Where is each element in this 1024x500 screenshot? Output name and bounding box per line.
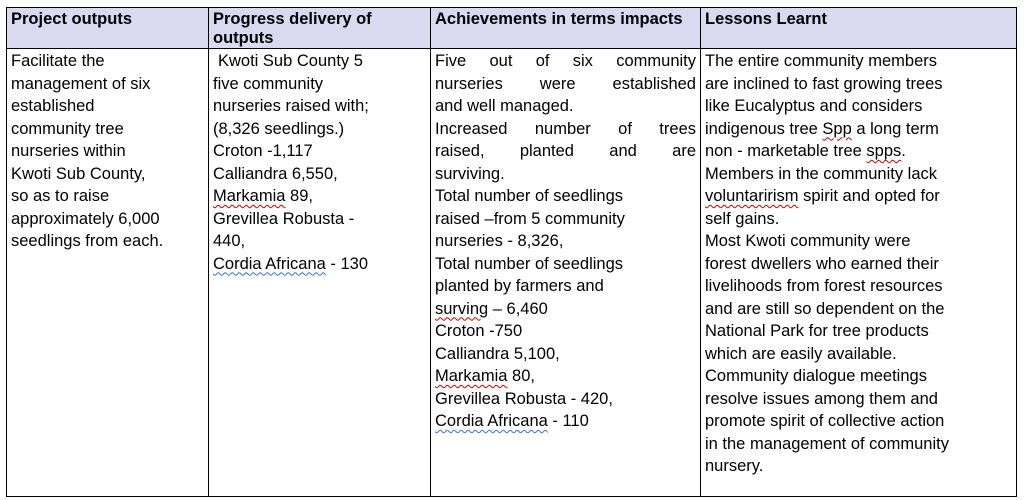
text-line: Members in the community lack bbox=[705, 164, 937, 183]
text-line: and are still so dependent on the bbox=[705, 299, 945, 318]
cell-project-outputs bbox=[7, 49, 209, 497]
text-line: Kwoti Sub County, bbox=[11, 164, 146, 183]
header-achievements: Achievements in terms impacts bbox=[431, 8, 701, 49]
text-fragment: - 110 bbox=[547, 412, 589, 430]
cell-progress-delivery bbox=[209, 49, 431, 497]
text-line: in the management of community bbox=[705, 434, 949, 453]
text-fragment: 89, bbox=[285, 187, 313, 205]
text-fragment: - 130 bbox=[325, 254, 369, 273]
text-line: approximately 6,000 bbox=[11, 209, 160, 228]
text-fragment: . bbox=[901, 142, 906, 160]
text-fragment: 80, bbox=[507, 367, 535, 385]
text-line: raised –from 5 community bbox=[435, 209, 625, 228]
text-line: which are easily available. bbox=[705, 344, 897, 363]
spellcheck-word: spps bbox=[866, 142, 902, 160]
text-fragment: non - marketable tree bbox=[705, 142, 867, 160]
text-line bbox=[213, 185, 426, 208]
header-project-outputs: Project outputs bbox=[7, 8, 209, 49]
header-progress-delivery: Progress delivery of outputs bbox=[209, 8, 431, 49]
text-fragment: indigenous tree bbox=[705, 119, 823, 138]
text-line: Community dialogue meetings bbox=[705, 367, 927, 385]
text-line: Calliandra 5,100, bbox=[435, 344, 560, 363]
text-line: seedlings from each. bbox=[11, 232, 164, 250]
text-line: promote spirit of collective action bbox=[705, 412, 945, 430]
spellcheck-word: Markamia bbox=[213, 187, 286, 205]
text-line bbox=[705, 140, 1012, 163]
text-fragment: – 6,460 bbox=[488, 299, 548, 318]
spellcheck-word: Cordia Africana bbox=[213, 254, 326, 273]
cell-lessons-learnt bbox=[701, 49, 1017, 497]
text-line: are inclined to fast growing trees bbox=[705, 74, 943, 93]
text-line: self gains. bbox=[705, 209, 780, 228]
text-line bbox=[435, 298, 696, 321]
text-line: Grevillea Robusta - 420, bbox=[435, 389, 613, 408]
header-row bbox=[7, 8, 1017, 49]
text-fragment: spirit and opted for bbox=[798, 187, 940, 205]
text-line: community tree bbox=[11, 119, 124, 138]
spellcheck-word: Markamia bbox=[435, 367, 508, 385]
text-line bbox=[435, 365, 696, 388]
table-row bbox=[7, 49, 1017, 497]
text-line: (8,326 seedlings.) bbox=[213, 119, 345, 138]
text-line: livelihoods from forest resources bbox=[705, 277, 943, 295]
text-line: nurseries were established bbox=[435, 74, 696, 93]
text-line bbox=[435, 410, 696, 433]
text-fragment: a long term bbox=[851, 119, 939, 138]
text-line: nursery. bbox=[705, 457, 764, 475]
outputs-table bbox=[6, 7, 1017, 497]
text-line: Five out of six community bbox=[435, 52, 696, 70]
text-line: established bbox=[11, 97, 95, 115]
text-line: nurseries raised with; bbox=[213, 97, 369, 115]
text-line: Kwoti Sub County 5 bbox=[218, 52, 363, 70]
text-line: The entire community members bbox=[705, 52, 937, 70]
text-line: so as to raise bbox=[11, 187, 110, 205]
text-line: nurseries within bbox=[11, 142, 126, 160]
text-line: Total number of seedlings bbox=[435, 187, 624, 205]
text-line bbox=[705, 185, 1012, 208]
text-line: planted by farmers and bbox=[435, 277, 604, 295]
text-line: National Park for tree products bbox=[705, 322, 929, 340]
text-line: resolve issues among them and bbox=[705, 389, 938, 408]
spellcheck-word: surving bbox=[435, 299, 489, 318]
text-line: nurseries - 8,326, bbox=[435, 232, 564, 250]
text-line: Total number of seedlings bbox=[435, 254, 624, 273]
text-line: five community bbox=[213, 74, 324, 93]
text-line: Croton -1,117 bbox=[213, 142, 313, 160]
text-line: Croton -750 bbox=[435, 322, 523, 340]
spellcheck-word: Cordia Africana bbox=[435, 412, 548, 430]
text-line: and well managed. bbox=[435, 97, 574, 115]
text-line: like Eucalyptus and considers bbox=[705, 97, 923, 115]
text-line bbox=[705, 118, 1012, 141]
spellcheck-word: voluntarirism bbox=[705, 187, 799, 205]
cell-achievements bbox=[431, 49, 701, 497]
text-line: Increased number of trees bbox=[435, 119, 696, 138]
text-line: Most Kwoti community were bbox=[705, 232, 911, 250]
text-line: Calliandra 6,550, bbox=[213, 164, 338, 183]
text-line: 440, bbox=[213, 232, 246, 250]
text-line: raised, planted and are bbox=[435, 142, 696, 160]
header-lessons-learnt: Lessons Learnt bbox=[701, 8, 1017, 49]
text-line: management of six bbox=[11, 74, 151, 93]
text-line: Grevillea Robusta - bbox=[213, 209, 355, 228]
text-line: Facilitate the bbox=[11, 52, 105, 70]
text-line: forest dwellers who earned their bbox=[705, 254, 939, 273]
text-line bbox=[213, 253, 426, 276]
spellcheck-word: Spp bbox=[822, 119, 852, 138]
text-line: surviving. bbox=[435, 164, 505, 183]
